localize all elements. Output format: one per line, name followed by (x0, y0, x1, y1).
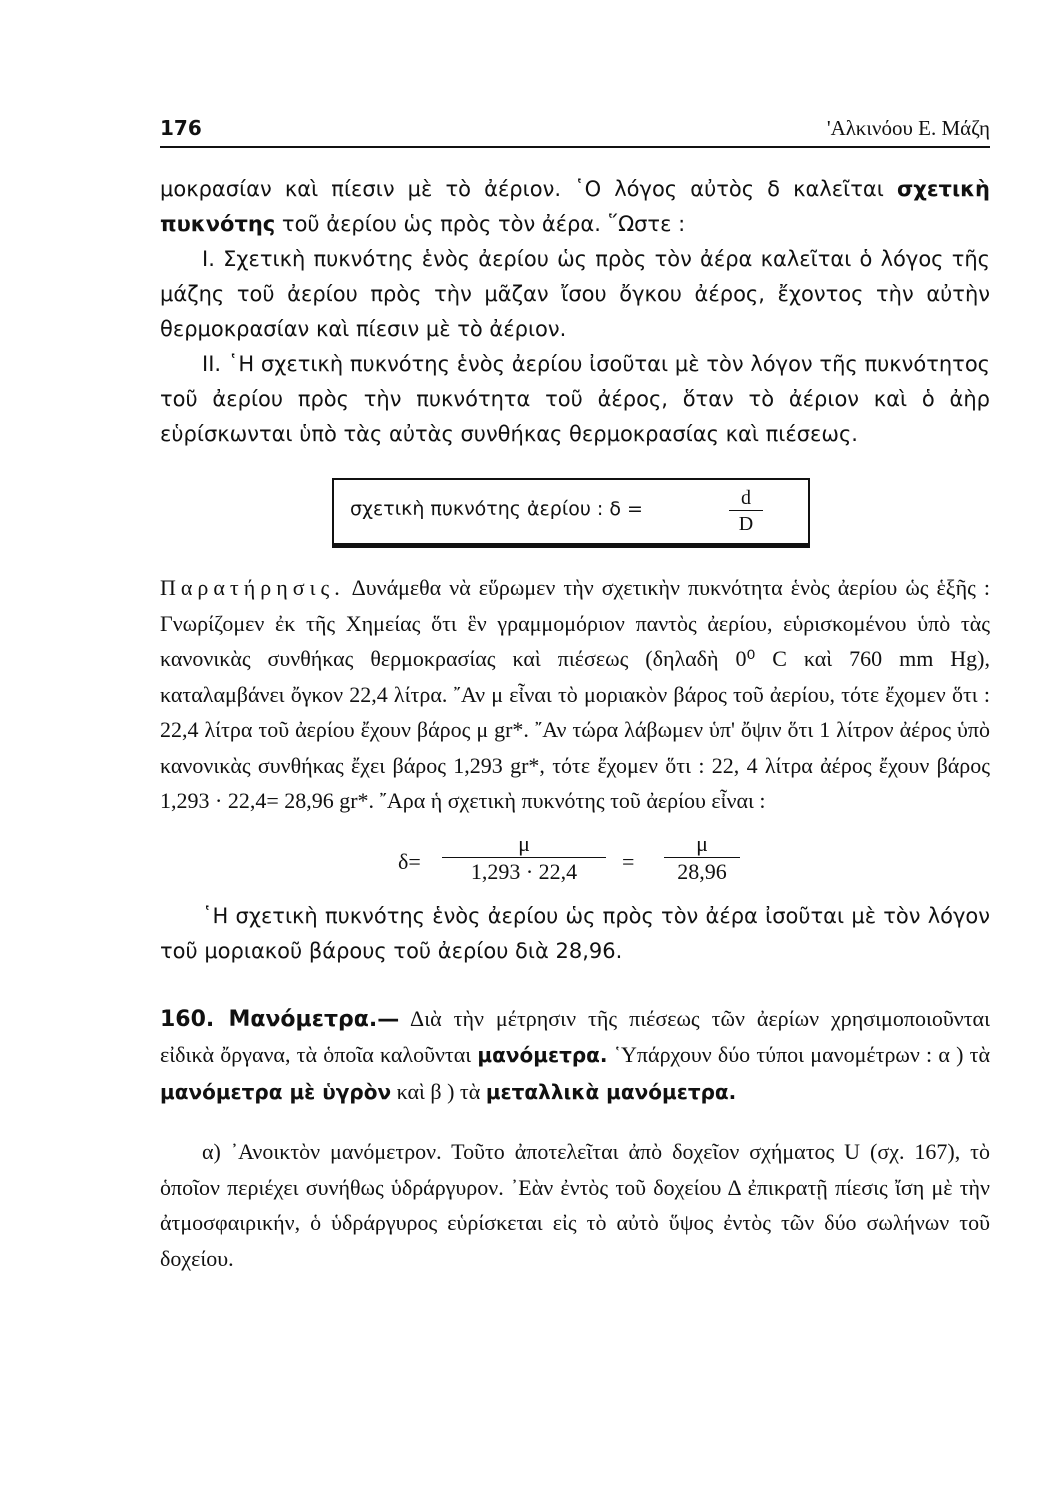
page-number: 176 (160, 116, 202, 140)
running-head: 'Αλκινόου Ε. Μάζη (826, 116, 990, 140)
remark-paragraph (160, 570, 990, 819)
intro-text-2: τοῦ ἀερίου ὡς πρὸς τὸν ἀέρα. ῞Ωστε : (275, 212, 686, 236)
definition-2: II. ῾Η σχετικὴ πυκνότης ἑνὸς ἀερίου ἰσοῦται μὲ τὸν λόγον τῆς πυκνότητος τοῦ ἀερίου πρὸς τὴν πυκνότητα τοῦ ἀέρος, ὅταν τὸ ἀέριον καὶ ὁ ἀὴρ εὑρίσκωνται ὑπὸ τὰς αὐτὰς συνθήκας θερμοκρασίας καὶ πιέσεως. (160, 352, 990, 446)
formula-box-label: σχετικὴ πυκνότης ἀερίου : δ = (350, 498, 643, 520)
fraction-1-numerator: μ (442, 831, 606, 858)
definition-1: I. Σχετικὴ πυκνότης ἑνὸς ἀερίου ὡς πρὸς τὸν ἀέρα καλεῖται ὁ λόγος τῆς μάζης τοῦ ἀερίου πρὸς τὴν μᾶζαν ἴσου ὄγκου ἀέρος, ἔχοντος τὴν αὐτὴν θερμοκρασίαν καὶ πίεσιν μὲ τὸ ἀέριον. (160, 247, 990, 341)
formula-lhs: δ= (398, 848, 421, 874)
intro-bold-term: σχετικὴ πυκνότης (160, 177, 990, 236)
remark-title: Παρατήρησις. (160, 575, 345, 600)
section-text-2: ῾Υπάρχουν δύο τύποι μανομέτρων : α ) τὰ (607, 1042, 990, 1067)
formula-equals: = (622, 848, 635, 874)
book-page (160, 100, 990, 1276)
fraction-2-numerator: μ (664, 831, 740, 858)
formula-box-fraction (729, 486, 763, 537)
section-heading: 160. Μανόμετρα.— (160, 1006, 400, 1032)
intro-text-1: μοκρασίαν καὶ πίεσιν μὲ τὸ ἀέριον. ῾Ο λόγος αὐτὸς δ καλεῖται (160, 177, 897, 201)
section-bold-2: μανόμετρα μὲ ὑγρὸν (160, 1079, 392, 1104)
page-header (160, 100, 990, 148)
remark-text: Δυνάμεθα νὰ εὕρωμεν τὴν σχετικὴν πυκνότητα ἑνὸς ἀερίου ὡς ἑξῆς : Γνωρίζομεν ἐκ τῆς Χημείας ὅτι ἓν γραμμομόριον παντὸς ἀερίου, εὑρισκομένου ὑπὸ τὰς κανονικὰς συνθήκας θερμοκρασίας καὶ πιέσεως (δηλαδὴ 0⁰ C καὶ 760 mm Hg), καταλαμβάνει ὄγκον 22,4 λίτρα. ῎Αν μ εἶναι τὸ μοριακὸν βάρος τοῦ ἀερίου, τότε ἔχομεν ὅτι : 22,4 λίτρα τοῦ ἀερίου ἔχουν βάρος μ gr*. ῎Αν τώρα λάβωμεν ὑπ' ὄψιν ὅτι 1 λίτρον ἀέρος ὑπὸ κανονικὰς συνθήκας ἔχει βάρος 1,293 gr*, τότε ἔχομεν ὅτι : 22, 4 λίτρα ἀέρος ἔχουν βάρος 1,293 · 22,4= 28,96 gr*. ῎Αρα ἡ σχετικὴ πυκνότης τοῦ ἀερίου εἶναι : (160, 575, 990, 813)
section-text-1: Διὰ τὴν μέτρησιν τῆς πιέσεως τῶν ἀερίων χρησιμοποιοῦνται εἰδικὰ ὄργανα, τὰ ὁποῖα καλοῦνται (160, 1005, 990, 1067)
section-text-3: καὶ β ) τὰ (391, 1078, 486, 1104)
intro-paragraph (160, 172, 990, 242)
formula-box (332, 478, 810, 548)
formula-fraction-2 (664, 831, 740, 886)
display-formula (160, 829, 990, 899)
section-bold-3: μεταλλικὰ μανόμετρα. (485, 1079, 737, 1104)
formula-box-numerator: d (729, 486, 763, 511)
fraction-2-denominator: 28,96 (677, 858, 727, 884)
section-160-paragraph (160, 1001, 990, 1111)
formula-fraction-1 (442, 831, 606, 886)
fraction-1-denominator: 1,293 · 22,4 (470, 858, 578, 884)
subsection-paragraph: α) ᾿Ανοικτὸν μανόμετρον. Τοῦτο ἀποτελεῖται ἀπὸ δοχεῖον σχήματος U (σχ. 167), τὸ ὁποῖον περιέχει συνήθως ὑδράργυρον. ᾿Εὰν ἐντὸς τοῦ δοχείου Δ ἐπικρατῇ πίεσις ἴση μὲ τὴν ἀτμοσφαιρικήν, ὁ ὑδράργυρος εὑρίσκεται εἰς τὸ αὐτὸ ὕψος ἐντὸς τῶν δύο σωλήνων τοῦ δοχείου. (160, 1139, 990, 1271)
section-bold-1: μανόμετρα. (477, 1043, 608, 1067)
conclusion-paragraph: ῾Η σχετικὴ πυκνότης ἑνὸς ἀερίου ὡς πρὸς τὸν ἀέρα ἰσοῦται μὲ τὸν λόγον τοῦ μοριακοῦ βάρους τοῦ ἀερίου διὰ 28,96. (160, 903, 990, 963)
formula-box-denominator: D (738, 513, 754, 535)
